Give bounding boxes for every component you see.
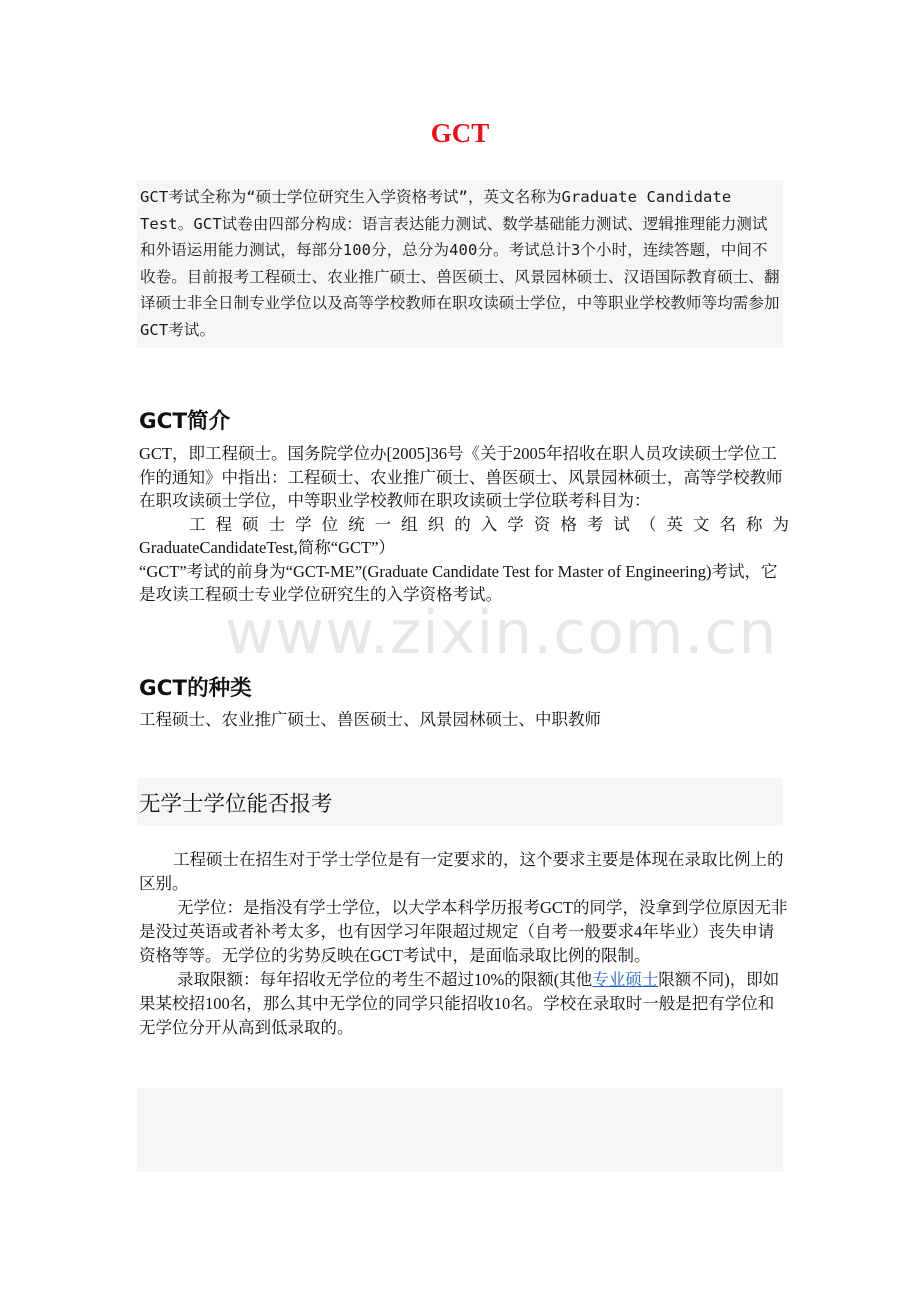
intro-body-paragraph: GCT，即工程硕士。国务院学位办[2005]36号《关于2005年招收在职人员攻读硕士学位工作的通知》中指出：工程硕士、农业推广硕士、兽医硕士、风景园林硕士，高等学校教师在职攻读硕士学位，中等职业学校教师在职攻读硕士学位联考科目为： (139, 444, 783, 510)
intro-box (137, 180, 783, 348)
exam-abbrev-line: GraduateCandidateTest,简称“GCT”） (139, 538, 395, 557)
quota-text-before: 录取限额：每年招收无学位的考生不超过10%的限额(其他 (177, 970, 593, 989)
no-degree-body (139, 848, 789, 1040)
page-title: GCT (430, 118, 490, 148)
professional-master-link[interactable]: 专业硕士 (592, 970, 659, 989)
intro-paragraph: GCT考试全称为“硕士学位研究生入学资格考试”，英文名称为Graduate Candidate Test。GCT试卷由四部分构成：语言表达能力测试、数学基础能力测试、逻辑推理能力测试和外语运用能力测试，每部分100分，总分为400分。考试总计3个小时，连续答题，中间不收卷。目前报考工程硕士、农业推广硕士、兽医硕士、风景园林硕士、汉语国际教育硕士、翻译硕士非全日制专业学位以及高等学校教师在职攻读硕士学位，中等职业学校教师等均需参加GCT考试。 (140, 188, 780, 339)
exam-history-paragraph: “GCT”考试的前身为“GCT-ME”(Graduate Candidate Test for Master of Engineering)考试，它是攻读工程硕士专业学位研究生的入学资格考试。 (139, 561, 778, 604)
quota-text-after: 限额不同)，即如果某校招100名，那么其中无学位的同学只能招收10名。学校在录取时一般是把有学位和无学位分开从高到低录取的。 (139, 970, 780, 1037)
exam-name-line: 工程硕士学位统一组织的入学资格考试（英文名称为 (189, 514, 789, 534)
section-heading-types: GCT的种类 (139, 676, 252, 701)
no-degree-paragraph-1: 工程硕士在招生对于学士学位是有一定要求的，这个要求主要是体现在录取比例上的区别。 (139, 850, 784, 893)
section-heading-intro: GCT简介 (139, 409, 231, 434)
section-intro-body (139, 442, 789, 607)
no-degree-paragraph-3 (139, 968, 789, 1040)
section-heading-box (137, 778, 783, 826)
types-text: 工程硕士、农业推广硕士、兽医硕士、风景园林硕士、中职教师 (139, 710, 601, 729)
watermark-text: www.zixin.com.cn (225, 598, 778, 668)
no-degree-paragraph-2: 无学位：是指没有学士学位，以大学本科学历报考GCT的同学，没拿到学位原因无非是没过英语或者补考太多，也有因学习年限超过规定（自考一般要求4年毕业）丧失申请资格等等。无学位的劣势反映在GCT考试中，是面临录取比例的限制。 (139, 898, 788, 965)
empty-shaded-box (137, 1088, 783, 1172)
section-heading-no-degree: 无学士学位能否报考 (139, 792, 333, 817)
